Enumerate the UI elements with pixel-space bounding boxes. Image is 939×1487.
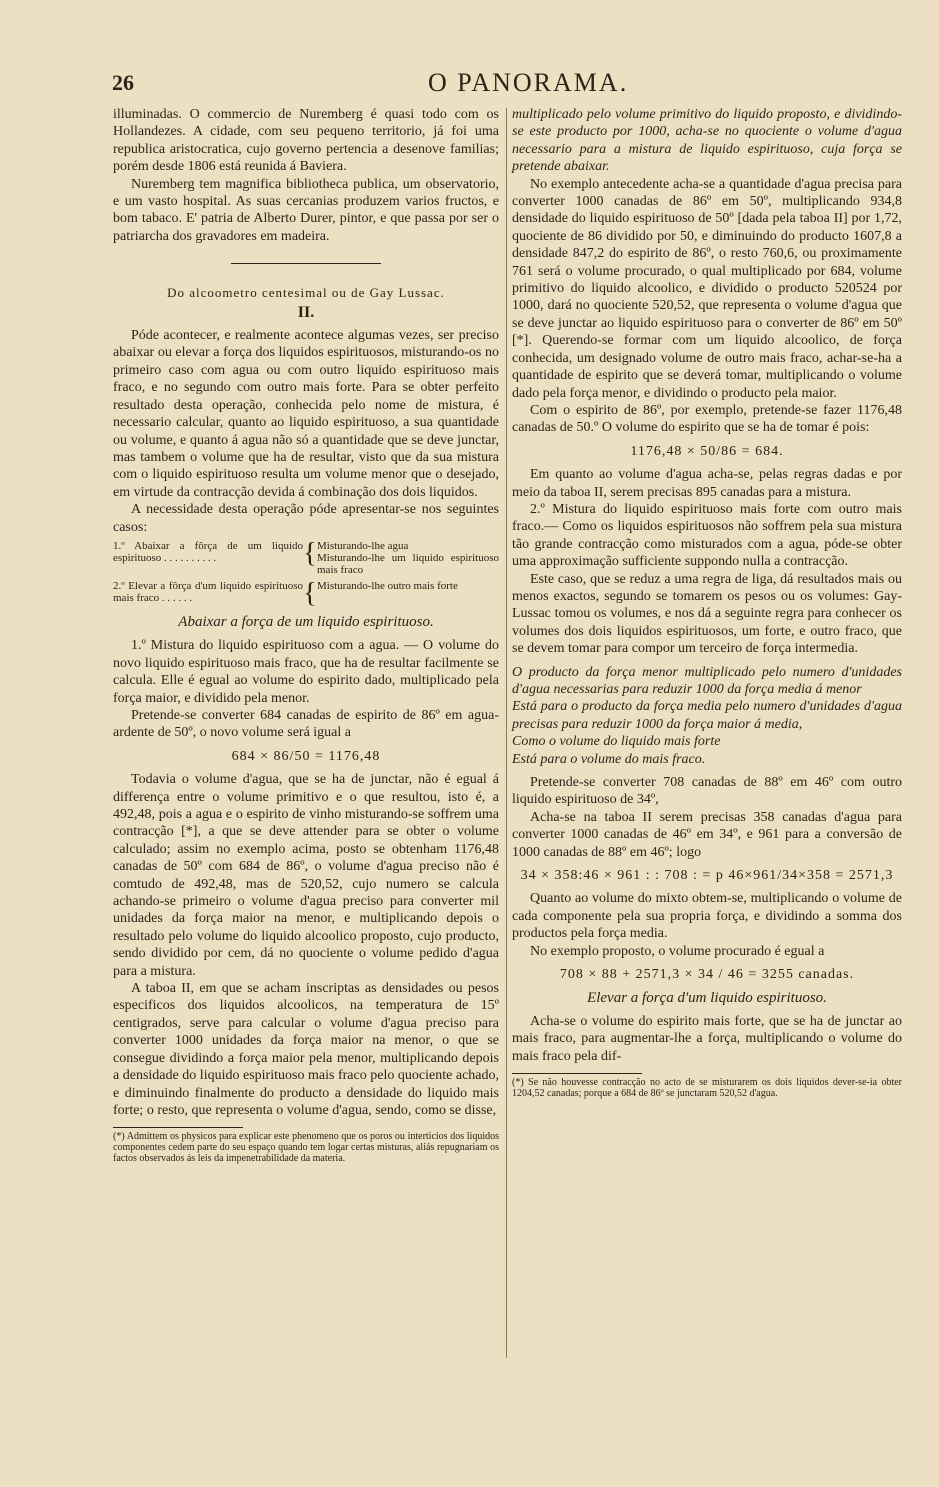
page-header: [112, 66, 904, 100]
paragraph: Este caso, que se reduz a uma regra de liga, dá resultados mais ou menos exactos, segundo se tomarem os pesos ou os volumes: Gay-Lussac tomou os volumes, e nos dá a seguinte regra para conhecer os volumes dos dois liquidos espirituosos, um forte, e outro fraco, que se devem tomar para compor um terceiro de força intermedia.: [512, 571, 902, 657]
footnote: (*) Se não houvesse contracção no acto de se misturarem os dois liquidos dever-se-ia obter 1204,52 canadas; porque a 684 de 86º se junctaram 520,52 d'agua.: [512, 1077, 902, 1100]
paragraph: Todavia o volume d'agua, que se ha de junctar, não é egual á differença entre o volume primitivo e o que resultou, isto é, a 492,48, pois a agua e o espirito de vinho misturando-se soffrem uma contracção [*], a que se deve attender para se obter o volume calculado; assim no exemplo acima, posto se obtenham 1176,48 canadas de 50º com 684 de 86º, o volume d'agua preciso não é comtudo de 492,48, mas de 520,52, cujo numero se calcula achando-se primeiro o volume d'agua preciso para converter mil unidades da força maior na menor, e multiplicando depois o resultado pelo volume do liquido alcoolico proposto, cujo producto, sendo dividido por cem, dá no quociente o volume pedido d'agua para a mistura.: [113, 772, 499, 979]
formula: 1176,48 × 50/86 = 684.: [630, 443, 784, 459]
paragraph: 2.º Mistura do liquido espirituoso mais forte com outro mais fraco.— Como os liquidos espirituosos não soffrem pela sua mistura tão grande contracção como misturados com a agua, póde-se obter uma approximação sufficiente suppondo nulla a contracção.: [512, 501, 902, 570]
left-column: [113, 106, 499, 1164]
paragraph: Póde acontecer, e realmente acontece algumas vezes, ser preciso abaixar ou elevar a força dos liquidos espirituosos, misturando-os no primeiro caso com agua ou com outro liquido espirituoso mais fraco, e no segundo com outro mais forte. Para se obter perfeito resultado desta operação, conhecida pelo nome de mistura, é necessario calcular, quanto ao liquido espirituoso, a sua quantidade ou volume, e quanto á agua não só a quantidade que se deve junctar, mas tambem o volume que ha de resultar, visto que da sua mistura com o liquido espirituoso resulta um volume menor que o desejado, em virtude da contracção devida á combinação dos dois liquidos.: [113, 328, 499, 500]
paragraph: No exemplo antecedente acha-se a quantidade d'agua precisa para converter 1000 canadas de 86º em 50º, multiplicando 934,8 densidade do liquido espirituoso de 50º [dada pela taboa II] por 1,72, quociente de 86 dividido por 50, e diminuindo do producto 1607,8 a densidade 847,2 do espirito de 86º, o resto 760,6, ou proximamente 761 será o volume procurado, o qual multiplicado por 684, volume primitivo do liquido alcoolico, e dividido o producto 520524 por 1000, dará no quociente 520,52, que representa o volume d'agua que se deve junctar ao liquido espirituoso para o converter de 86º em 50º [*]. Querendo-se formar com um liquido alcoolico, de força conhecida, um designado volume de outro mais fraco, achar-se-ha a quantidade de espirito que se deverá tomar, multiplicando o volume dado pela força menor, e dividindo o producto pela maior.: [512, 176, 902, 401]
section-title: Do alcoometro centesimal ou de Gay Lussac.: [167, 285, 445, 301]
paragraph: Acha-se na taboa II serem precisas 358 canadas d'agua para converter 1000 canadas de 46º em 34º, e 961 para a conversão de 1000 canadas de 88º em 46º; logo: [512, 809, 902, 860]
rule-line: Está para o producto da força media pelo numero d'unidades d'agua precisas para reduzir 1000 da força maior á media,: [512, 699, 902, 732]
rule-line: Está para o volume do mais fraco.: [512, 751, 706, 767]
case-2: [113, 577, 499, 609]
paragraph: illuminadas. O commercio de Nuremberg é quasi todo com os Hollandezes. A cidade, com seu pequeno territorio, já foi uma republica aristocratica, cujo governo pertencia a desenove familias; porém desde 1806 está reunida á Baviera.: [113, 107, 499, 175]
footnote-divider: [512, 1073, 642, 1074]
case-label: 1.º Abaixar a fôrça de um liquido espirituoso . . . . . . . . . .: [113, 539, 303, 564]
case-label: 2.º Elevar a fôrça d'um liquido espirituoso mais fraco . . . . . .: [113, 579, 303, 604]
paragraph: Pretende-se converter 708 canadas de 88º em 46º com outro liquido espirituoso de 34º,: [512, 775, 902, 808]
case-1: [113, 537, 499, 576]
case-options: Misturando-lhe agua Misturando-lhe um liquido espirituoso mais fraco: [317, 539, 499, 576]
paragraph: Quanto ao volume do mixto obtem-se, multiplicando o volume de cada componente pela sua propria força, e dividindo a somma dos productos pela força media.: [512, 891, 902, 942]
formula: 684 × 86/50 = 1176,48: [231, 748, 381, 764]
rule-line: O producto da força menor multiplicado pelo numero d'unidades d'agua necessarias para reduzir 1000 da força media á menor: [512, 664, 902, 697]
brace-icon: {: [303, 577, 317, 609]
formula: 34 × 358:46 × 961 : : 708 : = p 46×961/34×358 = 2571,3: [520, 868, 894, 884]
footnote: (*) Admittem os physicos para explicar este phenomeno que os poros ou interticios dos liquidos componentes cedem parte do seu espaço quando tem logar certas misturas, aliás repugnariam os factos observados ás leis da impenetrabilidade da materia.: [113, 1131, 499, 1165]
paragraph: Pretende-se converter 684 canadas de espirito de 86º em agua-ardente de 50º, o novo volume será igual a: [113, 707, 499, 741]
paragraph: Com o espirito de 86º, por exemplo, pretende-se fazer 1176,48 canadas de 50.º O volume do espirito que se ha de tomar é pois:: [512, 402, 902, 436]
paragraph: Acha-se o volume do espirito mais forte, que se ha de junctar ao mais fraco, para augmentar-lhe a força, multiplicando o volume do mais fraco pela dif-: [512, 1013, 902, 1064]
subheading: Abaixar a força de um liquido espirituoso.: [178, 613, 434, 630]
rule-line: Como o volume do liquido mais forte: [512, 734, 721, 750]
paragraph: 1.º Mistura do liquido espirituoso com a agua. — O volume do novo liquido espirituoso mais fraco, que ha de resultar facilmente se calcula. Elle é egual ao volume do espirito dado, multiplicado pela força maior, e dividido pela menor.: [113, 638, 499, 706]
section-divider: [231, 263, 381, 264]
column-divider: [506, 108, 507, 1358]
paragraph: A necessidade desta operação póde apresentar-se nos seguintes casos:: [113, 502, 499, 535]
section-number: II.: [297, 303, 315, 321]
right-column: [512, 106, 902, 1099]
paragraph: A taboa II, em que se acham inscriptas as densidades ou pesos especificos dos liquidos alcoolicos, na temperatura de 15º centigrados, serve para calcular o volume d'agua preciso para converter 1000 unidades da força maior na menor, o que se consegue dividindo a força maior pela menor, multiplicando depois a densidade do liquido espirituoso mais fraco pelo quociente achado, e diminuindo finalmente do producto a densidade do liquido mais forte; o resto, que representa o volume d'agua, sendo, como se disse,: [113, 981, 499, 1118]
formula: 708 × 88 + 2571,3 × 34 / 46 = 3255 canadas.: [559, 967, 855, 983]
subheading: Elevar a força d'um liquido espirituoso.: [587, 989, 827, 1006]
brace-icon: {: [303, 537, 317, 569]
paragraph: Em quanto ao volume d'agua acha-se, pelas regras dadas e por meio da taboa II, serem precisas 895 canadas para a mistura.: [512, 467, 902, 500]
footnote-divider: [113, 1127, 243, 1128]
paragraph: No exemplo proposto, o volume procurado é egual a: [530, 943, 825, 959]
case-options: Misturando-lhe outro mais forte: [317, 579, 458, 592]
paragraph: multiplicado pelo volume primitivo do liquido proposto, e dividindo-se este producto por 1000, acha-se no quociente o volume d'agua necessario para a mistura de liquido espirituoso, cuja força se pretende abaixar.: [512, 107, 902, 175]
running-title: O PANORAMA.: [428, 68, 629, 97]
page-number: 26: [112, 70, 134, 95]
paragraph: Nuremberg tem magnifica bibliotheca publica, um observatorio, e um vasto hospital. As suas cercanias produzem varios fructos, e bom tabaco. E' patria de Alberto Durer, pintor, e que passa por ser o patriarcha dos gravadores em madeira.: [113, 176, 499, 244]
